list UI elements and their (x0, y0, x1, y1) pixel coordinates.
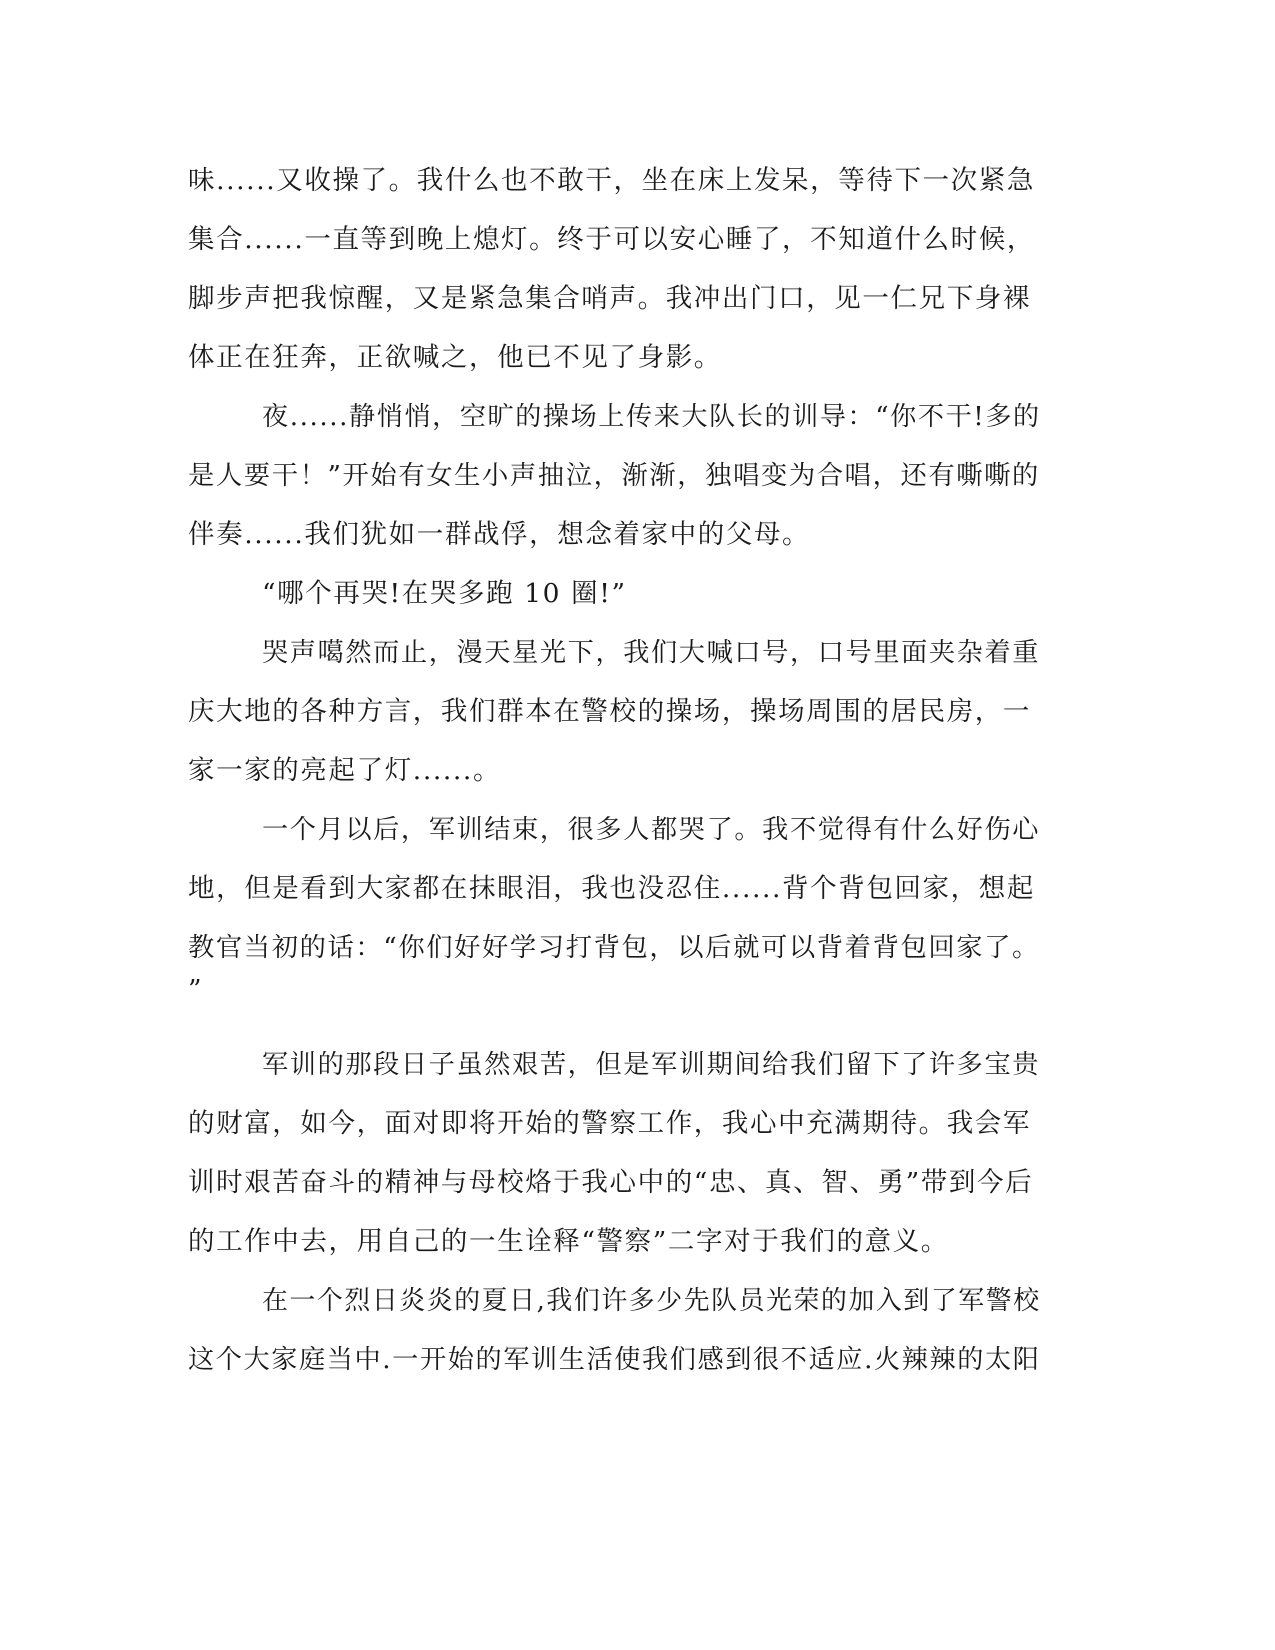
text-line: 伴奏......我们犹如一群战俘，想念着家中的父母。 (188, 519, 811, 550)
text-line: 庆大地的各种方言，我们群本在警校的操场，操场周围的居民房，一 (188, 696, 1031, 727)
text-line: ” (188, 974, 204, 1005)
text-line: 这个大家庭当中.一开始的军训生活使我们感到很不适应.火辣辣的太阳 (188, 1345, 1041, 1375)
text-line: 家一家的亮起了灯......。 (188, 755, 502, 786)
text-line: 的工作中去，用自己的一生诠释“警察”二字对于我们的意义。 (188, 1226, 949, 1257)
text-line: 在一个烈日炎炎的夏日,我们许多少先队员光荣的加入到了军警校 (262, 1286, 1041, 1316)
text-line: 体正在狂奔，正欲喊之，他已不见了身影。 (188, 342, 722, 373)
text-line: 训时艰苦奋斗的精神与母校烙于我心中的“忠、真、智、勇”带到今后 (188, 1167, 1034, 1198)
text-line: 脚步声把我惊醒，又是紧急集合哨声。我冲出门口，见一仁兄下身裸 (188, 283, 1031, 314)
text-line: 地，但是看到大家都在抹眼泪，我也没忍住......背个背包回家，想起 (188, 873, 1035, 904)
text-line: 军训的那段日子虽然艰苦，但是军训期间给我们留下了许多宝贵 (262, 1050, 1041, 1080)
text-line: 哭声噶然而止，漫天星光下，我们大喊口号，口号里面夹杂着重 (262, 638, 1041, 668)
text-line: 夜......静悄悄，空旷的操场上传来大队长的训导：“你不干!多的 (262, 402, 1041, 432)
text-line: 集合......一直等到晚上熄灯。终于可以安心睡了，不知道什么时候， (188, 224, 1035, 255)
text-line: “哪个再哭!在哭多跑 10 圈!” (262, 578, 627, 609)
text-line: 味......又收操了。我什么也不敢干，坐在床上发呆，等待下一次紧急 (188, 165, 1035, 196)
text-line: 的财富，如今，面对即将开始的警察工作，我心中充满期待。我会军 (188, 1108, 1031, 1139)
text-line: 一个月以后，军训结束，很多人都哭了。我不觉得有什么好伤心 (262, 815, 1041, 845)
text-line: 是人要干！”开始有女生小声抽泣，渐渐，独唱变为合唱，还有嘶嘶的 (188, 461, 1040, 491)
text-line: 教官当初的话：“你们好好学习打背包，以后就可以背着背包回家了。 (188, 933, 1040, 963)
